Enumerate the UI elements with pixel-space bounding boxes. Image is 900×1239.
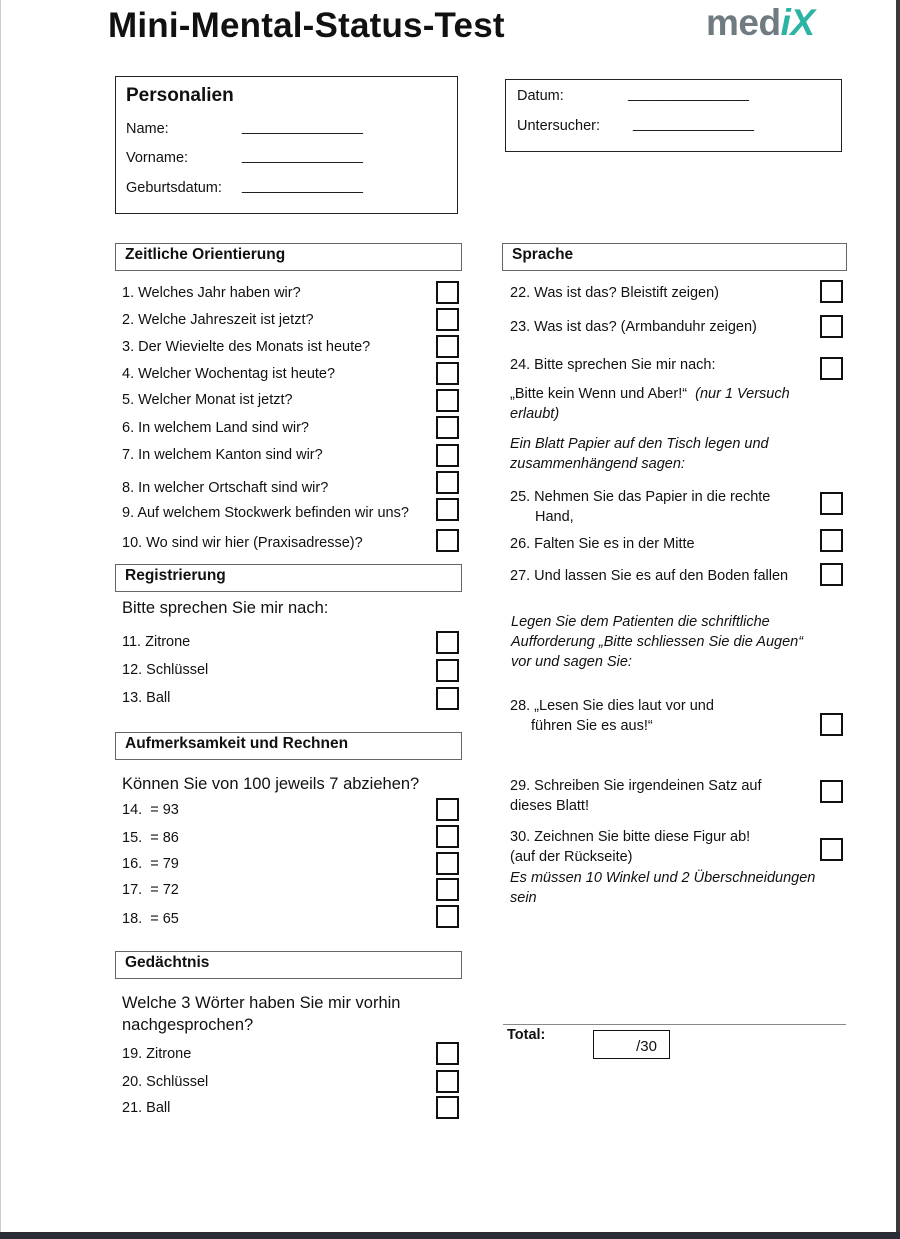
checkbox-18[interactable] <box>436 905 459 928</box>
checkbox-4[interactable] <box>436 362 459 385</box>
gedaechtnis-intro: Welche 3 Wörter haben Sie mir vorhin nachgesprochen? <box>122 994 401 1034</box>
aufmerksamkeit-heading: Aufmerksamkeit und Rechnen <box>115 732 462 760</box>
question-11: 11. Zitrone <box>122 634 191 650</box>
checkbox-7[interactable] <box>436 444 459 467</box>
logo-text: med <box>706 2 781 43</box>
question-29: 29. Schreiben Sie irgendeinen Satz auf dieses Blatt! <box>510 778 762 814</box>
sprache-heading: Sprache <box>502 243 847 271</box>
geburtsdatum-field[interactable]: _______________ <box>242 178 363 194</box>
question-22: 22. Was ist das? Bleistift zeigen) <box>510 285 719 301</box>
checkbox-1[interactable] <box>436 281 459 304</box>
personalien-box <box>115 76 458 214</box>
total-divider <box>503 1024 846 1025</box>
checkbox-11[interactable] <box>436 631 459 654</box>
paper-instruction: Ein Blatt Papier auf den Tisch legen und zusammenhängend sagen: <box>510 436 769 472</box>
logo-x-icon: iX <box>780 2 815 43</box>
question-20: 20. Schlüssel <box>122 1074 209 1090</box>
question-13: 13. Ball <box>122 690 171 706</box>
zeitliche-orientierung-heading: Zeitliche Orientierung <box>115 243 462 271</box>
read-instruction: Legen Sie dem Patienten die schriftliche Aufforderung „Bitte schliessen Sie die Augen“ vor und sagen Sie: <box>511 614 804 670</box>
question-14: 14. = 93 <box>122 802 179 818</box>
question-10: 10. Wo sind wir hier (Praxisadresse)? <box>122 535 363 551</box>
question-12: 12. Schlüssel <box>122 662 209 678</box>
checkbox-12[interactable] <box>436 659 459 682</box>
checkbox-24[interactable] <box>820 357 843 380</box>
name-label: Name: <box>126 121 169 137</box>
checkbox-22[interactable] <box>820 280 843 303</box>
question-7: 7. In welchem Kanton sind wir? <box>122 447 323 463</box>
vorname-field[interactable]: _______________ <box>242 148 363 164</box>
question-5: 5. Welcher Monat ist jetzt? <box>122 392 293 408</box>
question-4: 4. Welcher Wochentag ist heute? <box>122 366 336 382</box>
question-25-cont: Hand, <box>535 509 574 525</box>
question-23: 23. Was ist das? (Armbanduhr zeigen) <box>510 319 757 335</box>
page-title: Mini-Mental-Status-Test <box>108 6 505 45</box>
question-30: 30. Zeichnen Sie bitte diese Figur ab! <box>510 829 751 845</box>
exam-info-box <box>505 79 842 152</box>
checkbox-13[interactable] <box>436 687 459 710</box>
checkbox-15[interactable] <box>436 825 459 848</box>
checkbox-3[interactable] <box>436 335 459 358</box>
registrierung-intro: Bitte sprechen Sie mir nach: <box>122 599 329 617</box>
question-16: 16. = 79 <box>122 856 179 872</box>
checkbox-28[interactable] <box>820 713 843 736</box>
total-score-field[interactable]: /30 <box>593 1030 670 1059</box>
question-28-cont: führen Sie es aus!“ <box>531 718 653 734</box>
question-18: 18. = 65 <box>122 911 179 927</box>
question-3: 3. Der Wievielte des Monats ist heute? <box>122 339 371 355</box>
question-15: 15. = 86 <box>122 830 179 846</box>
phrase-text: „Bitte kein Wenn und Aber!“ <box>510 386 688 402</box>
page-edge-left <box>0 0 1 1239</box>
question-26: 26. Falten Sie es in der Mitte <box>510 536 695 552</box>
checkbox-29[interactable] <box>820 780 843 803</box>
question-25: 25. Nehmen Sie das Papier in die rechte <box>510 489 771 505</box>
registrierung-heading: Registrierung <box>115 564 462 592</box>
question-1: 1. Welches Jahr haben wir? <box>122 285 301 301</box>
vorname-label: Vorname: <box>126 150 189 166</box>
question-24-phrase <box>510 384 810 424</box>
checkbox-14[interactable] <box>436 798 459 821</box>
question-6: 6. In welchem Land sind wir? <box>122 420 309 436</box>
checkbox-20[interactable] <box>436 1070 459 1093</box>
datum-field[interactable]: _______________ <box>628 86 749 102</box>
question-30-note: Es müssen 10 Winkel und 2 Überschneidungen sein <box>510 870 816 906</box>
aufmerksamkeit-intro: Können Sie von 100 jeweils 7 abziehen? <box>122 775 420 793</box>
question-24: 24. Bitte sprechen Sie mir nach: <box>510 357 716 373</box>
checkbox-2[interactable] <box>436 308 459 331</box>
checkbox-23[interactable] <box>820 315 843 338</box>
name-field[interactable]: _______________ <box>242 119 363 135</box>
checkbox-25[interactable] <box>820 492 843 515</box>
personalien-heading: Personalien <box>126 85 234 106</box>
medix-logo <box>706 2 815 44</box>
checkbox-27[interactable] <box>820 563 843 586</box>
question-30-cont: (auf der Rückseite) <box>510 849 633 865</box>
checkbox-10[interactable] <box>436 529 459 552</box>
phrase-note: (nur 1 Versuch erlaubt) <box>510 386 790 422</box>
page-edge-bottom <box>0 1232 900 1239</box>
question-17: 17. = 72 <box>122 882 179 898</box>
checkbox-5[interactable] <box>436 389 459 412</box>
question-19: 19. Zitrone <box>122 1046 192 1062</box>
checkbox-9[interactable] <box>436 498 459 521</box>
question-8: 8. In welcher Ortschaft sind wir? <box>122 480 329 496</box>
question-28: 28. „Lesen Sie dies laut vor und <box>510 698 714 714</box>
gedaechtnis-heading: Gedächtnis <box>115 951 462 979</box>
untersucher-field[interactable]: _______________ <box>633 116 754 132</box>
checkbox-6[interactable] <box>436 416 459 439</box>
question-21: 21. Ball <box>122 1100 171 1116</box>
checkbox-16[interactable] <box>436 852 459 875</box>
datum-label: Datum: <box>517 88 564 104</box>
page-edge-right <box>896 0 900 1239</box>
geburtsdatum-label: Geburtsdatum: <box>126 180 222 196</box>
checkbox-17[interactable] <box>436 878 459 901</box>
checkbox-8[interactable] <box>436 471 459 494</box>
total-label: Total: <box>507 1027 546 1043</box>
question-27: 27. Und lassen Sie es auf den Boden fallen <box>510 568 789 584</box>
untersucher-label: Untersucher: <box>517 118 601 134</box>
checkbox-30[interactable] <box>820 838 843 861</box>
checkbox-26[interactable] <box>820 529 843 552</box>
question-2: 2. Welche Jahreszeit ist jetzt? <box>122 312 314 328</box>
checkbox-19[interactable] <box>436 1042 459 1065</box>
question-9: 9. Auf welchem Stockwerk befinden wir uns? <box>122 505 409 521</box>
checkbox-21[interactable] <box>436 1096 459 1119</box>
